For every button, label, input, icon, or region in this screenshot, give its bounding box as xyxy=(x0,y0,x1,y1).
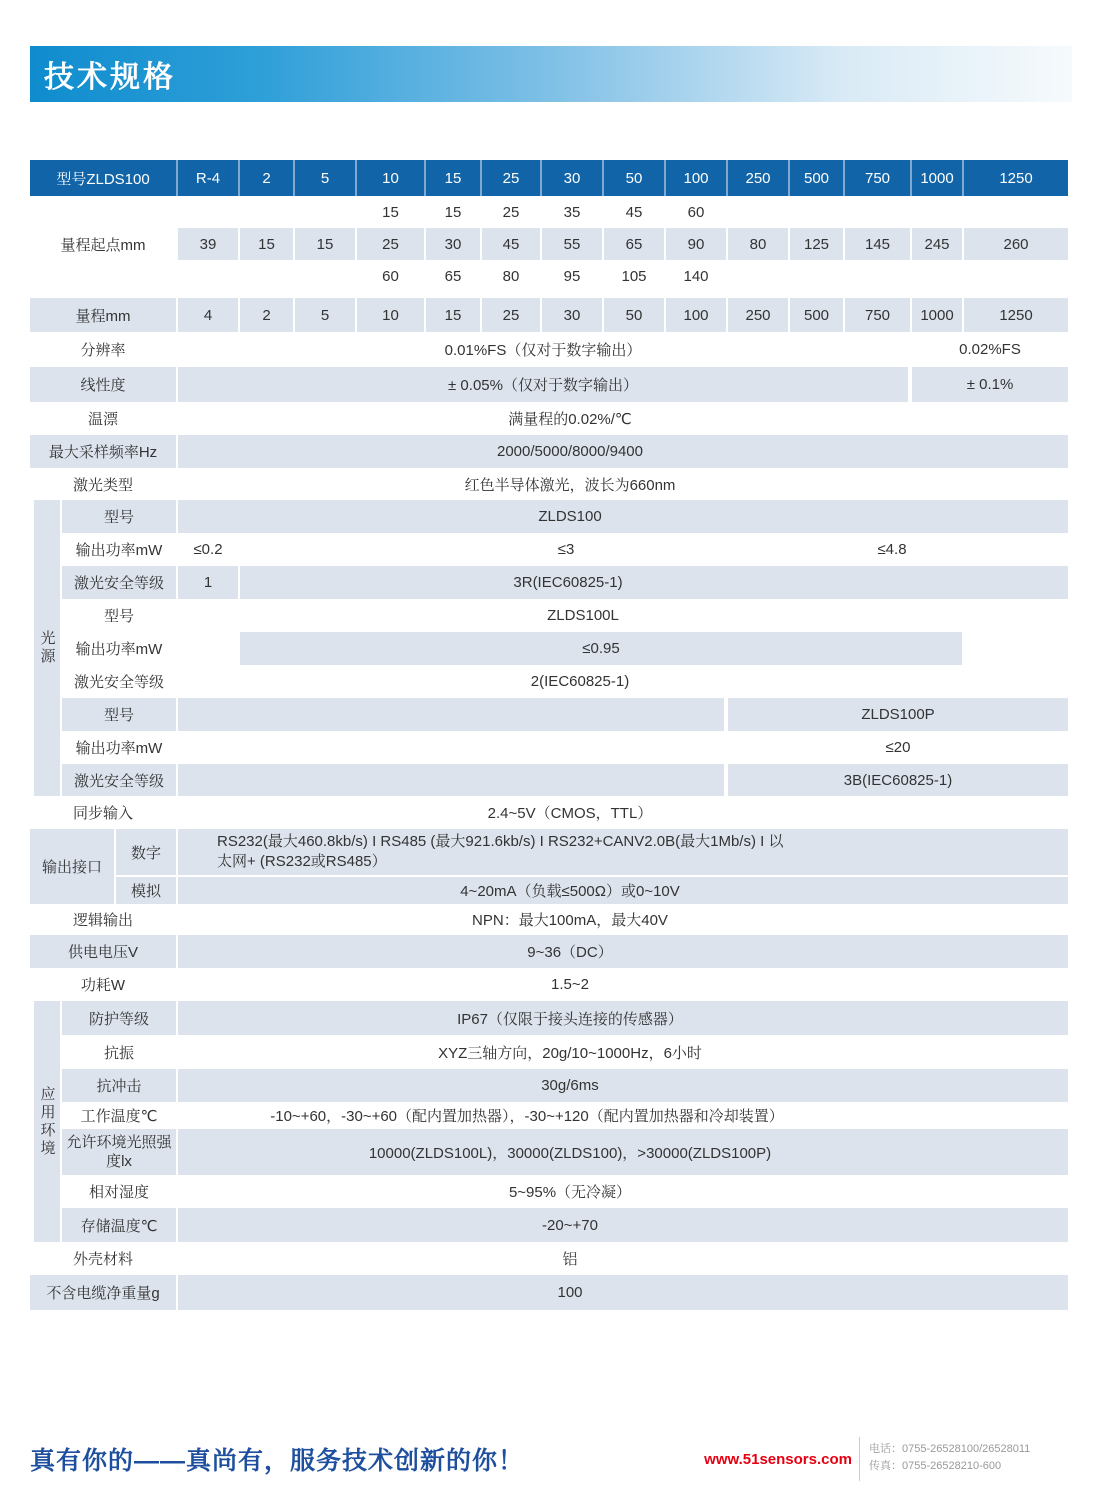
row-label: 线性度 xyxy=(30,367,176,402)
supply-voltage-value: 9~36（DC） xyxy=(527,944,613,961)
range-start-value: 15 xyxy=(382,203,399,221)
ls-zlds100l-power: ≤0.95 xyxy=(240,632,962,665)
storage-temp-value: -20~+70 xyxy=(542,1216,598,1234)
ls-zlds100-model-row xyxy=(30,500,1068,533)
range-value: 1000 xyxy=(912,298,962,332)
light-source-section-strip xyxy=(34,500,60,796)
col-header: 2 xyxy=(240,160,293,196)
light-source-section-label: 光源 xyxy=(38,630,56,666)
ls-zlds100l-class-row xyxy=(30,665,1068,698)
sync-input-value: 2.4~5V（CMOS，TTL） xyxy=(487,805,653,822)
range-value: 5 xyxy=(295,298,355,332)
shock-value: 30g/6ms xyxy=(541,1077,599,1094)
ls-zlds100p-power-row xyxy=(30,731,1068,764)
weight-row xyxy=(30,1275,1068,1310)
oi-digital-label: 数字 xyxy=(116,829,176,875)
col-header: R-4 xyxy=(178,160,238,196)
row-label: 输出功率mW xyxy=(75,641,163,658)
ls-zlds100l-model: ZLDS100L xyxy=(547,607,619,624)
col-header: 100 xyxy=(666,160,726,196)
range-start-value: 55 xyxy=(542,228,602,260)
range-start-value: 15 xyxy=(444,203,462,221)
footer-fax: 传真：0755-26528210-600 xyxy=(869,1460,1002,1472)
ls-zlds100-power-row xyxy=(30,533,1068,566)
range-value: 100 xyxy=(666,298,726,332)
oi-digital-line1: RS232(最大460.8kb/s) I RS485 (最大921.6kb/s) I RS232+CANV2.0B(最大1Mb/s) I 以 xyxy=(217,833,784,850)
row-label: 外壳材料 xyxy=(72,1251,133,1268)
range-start-mid-row xyxy=(30,228,1068,260)
protection-value: IP67（仅限于接头连接的传感器） xyxy=(457,1010,683,1028)
temp-drift-value: 满量程的0.02%/℃ xyxy=(508,411,632,428)
operating-temp-row xyxy=(30,1102,1068,1129)
range-start-value: 90 xyxy=(666,228,726,260)
row-label: 激光安全等级 xyxy=(73,674,164,691)
ls-zlds100l-model-row xyxy=(30,599,1068,632)
footer-contact xyxy=(869,1441,1030,1475)
col-header: 10 xyxy=(357,160,424,196)
range-row xyxy=(30,298,1068,332)
row-label: 供电电压V xyxy=(30,935,176,968)
range-value: 4 xyxy=(178,298,238,332)
resolution-row xyxy=(30,332,1068,367)
storage-temp-row xyxy=(30,1208,1068,1242)
page-title: 技术规格 xyxy=(44,61,176,94)
vibration-value: XYZ三轴方向，20g/10~1000Hz，6小时 xyxy=(438,1044,702,1062)
environment-section-label: 应用环境 xyxy=(38,1085,56,1158)
range-value: 2 xyxy=(240,298,293,332)
row-label: 激光安全等级 xyxy=(62,566,176,599)
linearity-value: ± 0.05%（仅对于数字输出） xyxy=(178,367,908,402)
row-label: 抗冲击 xyxy=(62,1069,176,1102)
ls-zlds100-class: 3R(IEC60825-1) xyxy=(513,574,623,591)
row-label: 量程起点mm xyxy=(60,236,146,254)
sample-rate-value: 2000/5000/8000/9400 xyxy=(497,443,643,460)
row-label: 防护等级 xyxy=(62,1001,176,1035)
row-label: 同步输入 xyxy=(72,805,133,822)
range-value: 15 xyxy=(426,298,480,332)
row-label: 输出功率mW xyxy=(75,740,163,757)
linearity-value-high: ± 0.1% xyxy=(912,367,1068,402)
range-start-value: 25 xyxy=(357,228,424,260)
ls-zlds100p-class: 3B(IEC60825-1) xyxy=(728,764,1068,796)
logic-output-row xyxy=(30,904,1068,935)
row-label: 相对湿度 xyxy=(88,1184,149,1201)
row-label: 逻辑输出 xyxy=(72,912,133,929)
vibration-row xyxy=(30,1035,1068,1069)
oi-analog-value: 4~20mA（负载≤500Ω）或0~10V xyxy=(460,883,680,900)
oi-digital-row xyxy=(30,829,1068,875)
col-header: 30 xyxy=(542,160,602,196)
sample-rate-row xyxy=(30,435,1068,468)
range-start-value: 15 xyxy=(240,228,293,260)
col-header: 500 xyxy=(790,160,843,196)
range-start-value: 65 xyxy=(444,267,462,285)
spec-table xyxy=(30,160,1068,1310)
oi-digital-value xyxy=(217,832,783,872)
range-start-bottom-row xyxy=(30,260,1068,292)
range-start-value: 260 xyxy=(964,228,1068,260)
range-value: 750 xyxy=(845,298,910,332)
range-start-value: 245 xyxy=(912,228,962,260)
footer-website-link[interactable]: www.51sensors.com xyxy=(704,1451,852,1468)
table-header-row xyxy=(30,160,1068,196)
environment-section-strip xyxy=(34,1001,60,1242)
ls-zlds100-model: ZLDS100 xyxy=(538,508,602,525)
row-label: 允许环境光照强度lx xyxy=(62,1129,176,1175)
range-start-value: 140 xyxy=(683,267,709,285)
range-value: 1250 xyxy=(964,298,1068,332)
power-consumption-value: 1.5~2 xyxy=(551,976,589,993)
footer-divider xyxy=(859,1437,860,1481)
humidity-value: 5~95%（无冷凝） xyxy=(508,1184,632,1201)
laser-type-value: 红色半导体激光，波长为660nm xyxy=(464,476,676,494)
resolution-value: 0.01%FS（仅对于数字输出） xyxy=(444,342,642,359)
row-label: 功耗W xyxy=(80,977,126,994)
ls-zlds100p-model: ZLDS100P xyxy=(728,698,1068,731)
range-start-value: 25 xyxy=(502,203,520,221)
ambient-light-value: 10000(ZLDS100L)，30000(ZLDS100)，>30000(ZLDS100P) xyxy=(368,1144,772,1162)
range-start-value: 145 xyxy=(845,228,910,260)
row-label: 抗振 xyxy=(103,1044,134,1062)
row-label: 分辨率 xyxy=(80,342,126,359)
row-label: 量程mm xyxy=(30,298,176,332)
row-label: 工作温度℃ xyxy=(80,1108,158,1125)
range-start-value: 60 xyxy=(687,203,705,221)
laser-type-row xyxy=(30,468,1068,500)
ls-zlds100-power-r4: ≤0.2 xyxy=(193,541,223,558)
range-start-value: 30 xyxy=(426,228,480,260)
shock-row xyxy=(30,1069,1068,1102)
ls-zlds100p-power: ≤20 xyxy=(885,739,911,756)
range-start-value: 39 xyxy=(178,228,238,260)
humidity-row xyxy=(30,1175,1068,1208)
oi-analog-row xyxy=(30,875,1068,904)
sync-input-row xyxy=(30,796,1068,829)
range-value: 250 xyxy=(728,298,788,332)
row-label: 温漂 xyxy=(87,411,118,428)
col-header: 750 xyxy=(845,160,910,196)
ls-zlds100-class-r4: 1 xyxy=(178,566,238,599)
ls-zlds100-class-row xyxy=(30,566,1068,599)
logic-output-value: NPN：最大100mA，最大40V xyxy=(472,912,668,929)
range-value: 50 xyxy=(604,298,664,332)
row-label: 激光类型 xyxy=(72,476,133,494)
range-start-value: 95 xyxy=(563,267,581,285)
linearity-row xyxy=(30,367,1068,402)
power-consumption-row xyxy=(30,968,1068,1001)
range-value: 30 xyxy=(542,298,602,332)
row-label: 输出功率mW xyxy=(75,542,163,559)
range-start-value: 80 xyxy=(728,228,788,260)
range-start-value: 105 xyxy=(621,267,647,285)
range-value: 10 xyxy=(357,298,424,332)
temp-drift-row xyxy=(30,402,1068,435)
row-label: 不含电缆净重量g xyxy=(30,1275,176,1310)
col-header-model: 型号ZLDS100 xyxy=(30,160,176,196)
row-label: 型号 xyxy=(62,500,176,533)
col-header: 5 xyxy=(295,160,355,196)
range-start-value: 15 xyxy=(295,228,355,260)
col-header: 25 xyxy=(482,160,540,196)
range-start-value: 45 xyxy=(625,203,643,221)
range-value: 25 xyxy=(482,298,540,332)
ls-zlds100l-power-row xyxy=(30,632,1068,665)
protection-row xyxy=(30,1001,1068,1035)
operating-temp-value: -10~+60，-30~+60（配内置加热器），-30~+120（配内置加热器和冷却装置） xyxy=(270,1108,784,1125)
col-header: 50 xyxy=(604,160,664,196)
ls-zlds100-power-mid: ≤3 xyxy=(557,541,575,558)
ls-zlds100p-model-row xyxy=(30,698,1068,731)
col-header: 15 xyxy=(426,160,480,196)
row-bg xyxy=(240,566,1068,599)
range-start-block xyxy=(30,196,1068,292)
row-label: 型号 xyxy=(62,698,176,731)
weight-value: 100 xyxy=(557,1284,583,1301)
row-bg xyxy=(178,764,724,796)
output-interface-section-label: 输出接口 xyxy=(30,829,114,904)
row-label: 最大采样频率Hz xyxy=(30,435,176,468)
col-header: 1000 xyxy=(912,160,962,196)
section-banner xyxy=(30,46,1072,102)
supply-voltage-row xyxy=(30,935,1068,968)
range-start-value: 125 xyxy=(790,228,843,260)
ls-zlds100p-class-row xyxy=(30,764,1068,796)
col-header: 250 xyxy=(728,160,788,196)
range-start-value: 60 xyxy=(382,267,399,285)
row-label: 型号 xyxy=(103,608,134,625)
housing-value: 铝 xyxy=(562,1251,578,1268)
footer-phone: 电话：0755-26528100/26528011 xyxy=(869,1443,1031,1455)
resolution-value-high: 0.02%FS xyxy=(959,341,1021,358)
ambient-light-row xyxy=(30,1129,1068,1175)
range-start-value: 45 xyxy=(482,228,540,260)
footer-slogan: 真有你的——真尚有，服务技术创新的你！ xyxy=(30,1447,525,1475)
ls-zlds100-power-high: ≤4.8 xyxy=(877,541,907,558)
range-start-top-row xyxy=(30,196,1068,228)
col-header: 1250 xyxy=(964,160,1068,196)
row-bg xyxy=(178,698,724,731)
range-start-value: 65 xyxy=(604,228,664,260)
oi-analog-label: 模拟 xyxy=(116,877,176,904)
row-label: 激光安全等级 xyxy=(62,764,176,796)
housing-row xyxy=(30,1242,1068,1275)
range-start-value: 35 xyxy=(563,203,581,221)
row-label: 存储温度℃ xyxy=(62,1208,176,1242)
oi-digital-line2: 太网+ (RS232或RS485） xyxy=(217,853,387,870)
range-value: 500 xyxy=(790,298,843,332)
range-start-value: 80 xyxy=(502,267,520,285)
ls-zlds100l-class: 2(IEC60825-1) xyxy=(530,673,630,690)
